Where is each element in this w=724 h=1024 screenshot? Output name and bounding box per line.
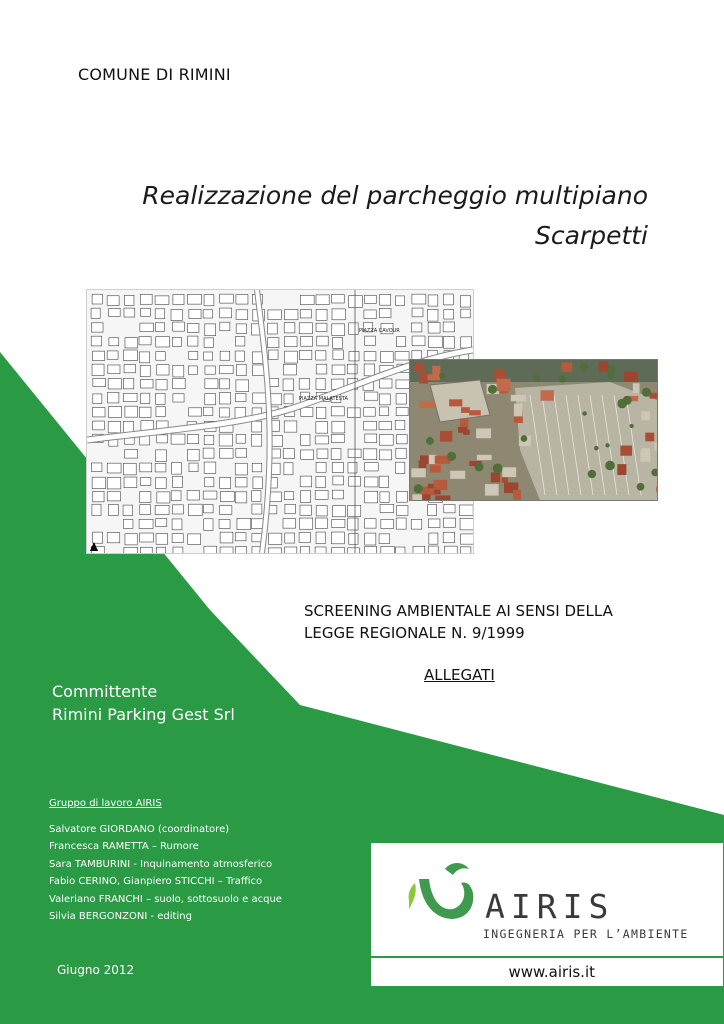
team-member: Salvatore GIORDANO (coordinatore) bbox=[49, 823, 230, 835]
municipality-label: COMUNE DI RIMINI bbox=[78, 65, 231, 84]
airis-logo-name: AIRIS bbox=[485, 887, 615, 926]
team-block bbox=[49, 795, 282, 926]
title-line-2: Scarpetti bbox=[534, 221, 648, 250]
team-member: Francesca RAMETTA – Rumore bbox=[49, 841, 199, 852]
allegati-heading: ALLEGATI bbox=[424, 666, 495, 684]
document-title bbox=[142, 176, 648, 256]
map-label-malatesta: PIAZZA MALATESTA bbox=[299, 396, 348, 402]
airis-logo-box bbox=[371, 843, 723, 956]
team-member: Valeriano FRANCHI – suolo, sottosuolo e acque bbox=[49, 893, 282, 905]
title-line-1: Realizzazione del parcheggio multipiano bbox=[142, 181, 648, 210]
screening-text bbox=[304, 600, 613, 644]
screening-line-1: SCREENING AMBIENTALE AI SENSI DELLA bbox=[304, 602, 613, 620]
team-member: Silvia BERGONZONI - editing bbox=[49, 911, 192, 922]
publication-date: Giugno 2012 bbox=[57, 963, 135, 977]
airis-logo-icon bbox=[401, 857, 481, 937]
committente-block bbox=[52, 680, 235, 726]
team-title: Gruppo di lavoro AIRIS bbox=[49, 798, 162, 809]
airis-logo-tagline: INGEGNERIA PER L’AMBIENTE bbox=[483, 927, 689, 941]
committente-label: Committente bbox=[52, 682, 158, 701]
website-link[interactable]: www.airis.it bbox=[508, 963, 595, 981]
committente-name: Rimini Parking Gest Srl bbox=[52, 705, 235, 724]
aerial-photo-image bbox=[409, 359, 658, 501]
screening-line-2: LEGGE REGIONALE N. 9/1999 bbox=[304, 624, 525, 642]
team-member: Fabio CERINO, Gianpiero STICCHI – Traffico bbox=[49, 876, 263, 887]
north-arrow-icon bbox=[90, 542, 98, 551]
website-box bbox=[371, 958, 723, 986]
map-label-cavour: PIAZZA CAVOUR bbox=[359, 328, 400, 334]
team-member: Sara TAMBURINI - Inquinamento atmosferico bbox=[49, 858, 273, 870]
